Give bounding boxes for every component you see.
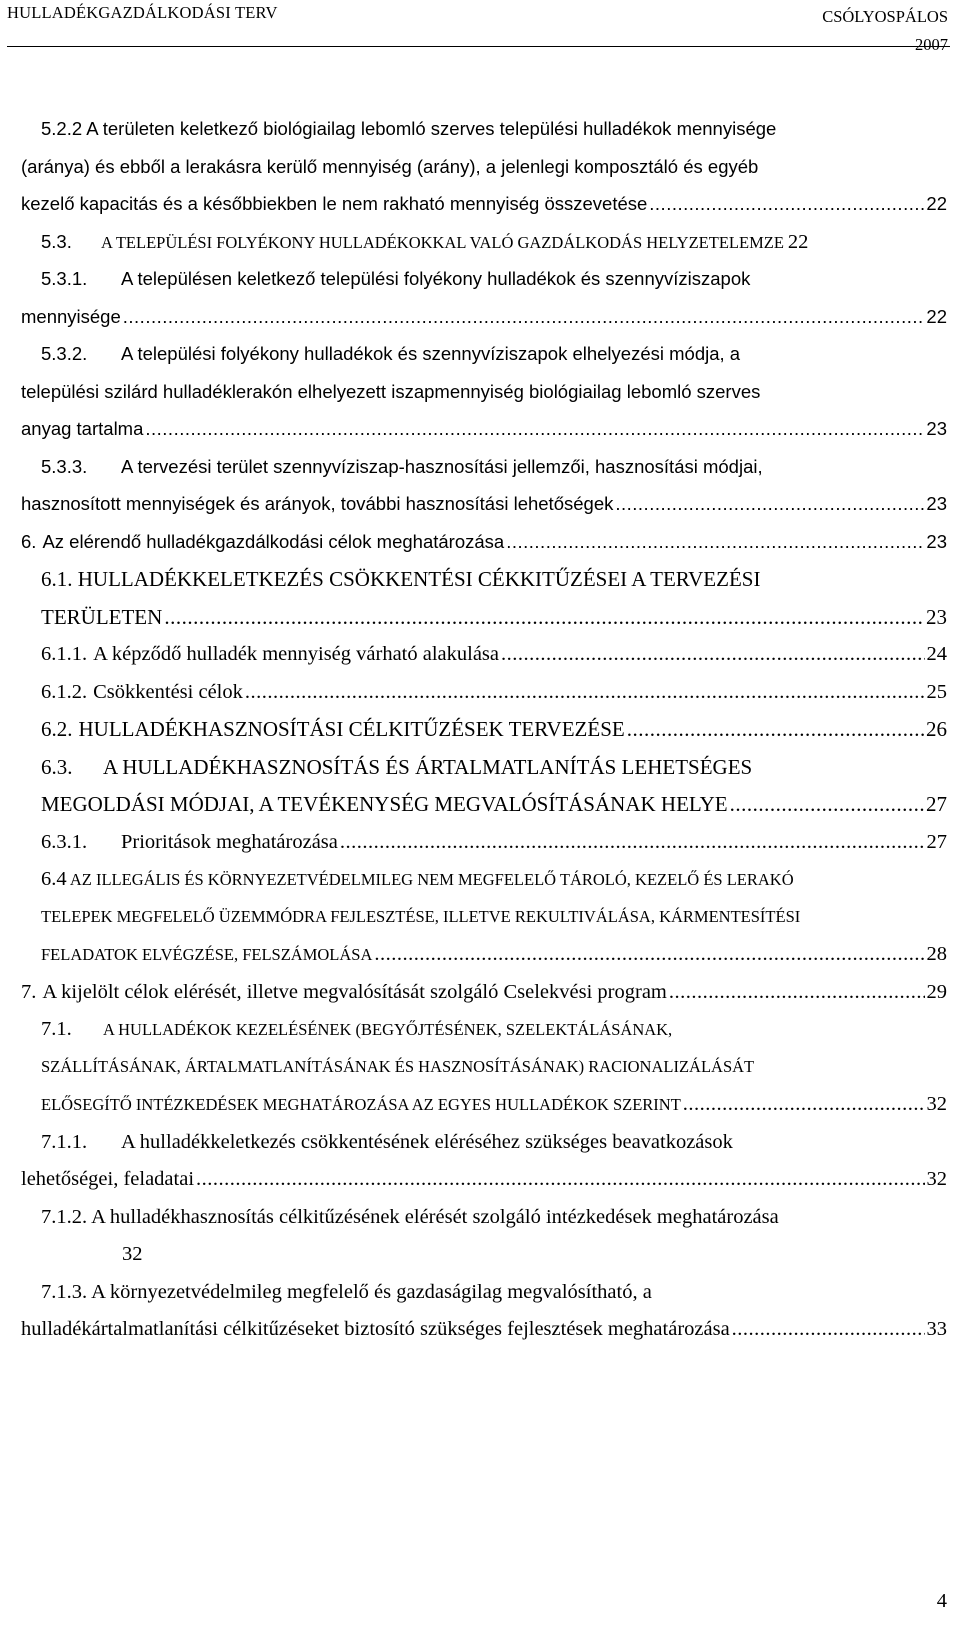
toc-entry-text: A hulladékkeletkezés csökkentésének eléréséhez szükséges beavatkozások [121,1131,733,1153]
toc-entry-number: 6.4 [41,868,67,890]
toc-entry-text: hasznosított mennyiségek és arányok, további hasznosítási lehetőségek [21,493,614,514]
toc-entry-text: lehetőségei, feladatai [21,1168,195,1190]
toc-leader-dots [145,416,924,442]
toc-entry-5-3-2-line2: települési szilárd hulladéklerakón elhelyezett iszapmennyiség biológiailag lebomló szerves [21,381,761,402]
toc-entry-text: hulladékártalmatlanítási célkitűzéseket biztosító szükséges fejlesztések meghatározása [21,1318,730,1340]
toc-entry-7-1-1[interactable] [21,1166,947,1192]
toc-entry-number: 6.1.1. [41,643,88,665]
toc-entry-6-3-1[interactable] [41,829,947,855]
toc-leader-dots [669,979,925,1005]
running-header-year: 2007 [915,35,948,54]
toc-page-number: 27 [926,831,947,853]
toc-entry-text: A településen keletkező települési folyékony hulladékok és szennyvíziszapok [121,268,751,289]
toc-entry-6-1-2[interactable] [41,679,947,705]
toc-entry-text: A HULLADÉKHASZNOSÍTÁS ÉS ÁRTALMATLANÍTÁS LEHETSÉGES [103,755,753,779]
toc-entry-5-3-3[interactable] [21,491,947,517]
toc-entry-5-2-2-line2: (aránya) és ebből a lerakásra kerülő mennyiség (arány), a jelenlegi komposztáló és egyéb [21,156,759,177]
toc-entry-number: 7. [21,981,37,1003]
toc-entry-text: kezelő kapacitás és a későbbiekben le nem rakható mennyiség összevetése [21,193,648,214]
toc-entry-number: 7.1. [41,1018,72,1040]
toc-page-number: 23 [926,531,947,552]
toc-entry-7-1-3[interactable] [21,1316,947,1342]
toc-entry-6[interactable] [21,529,947,555]
toc-leader-dots [245,679,925,705]
toc-entry-number: 5.3. [41,231,72,252]
running-header-right [822,3,948,59]
toc-entry-text: A települési folyékony hulladékok és szennyvíziszapok elhelyezési módja, a [121,343,741,364]
toc-entry-text: A képződő hulladék mennyiség várható alakulása [93,643,500,665]
toc-entry-number: 6. [21,531,37,552]
toc-entry-6-1[interactable] [41,604,947,630]
toc-entry-text: ELŐSEGÍTŐ INTÉZKEDÉSEK MEGHATÁROZÁSA AZ EGYES HULLADÉKOK SZERINT [41,1095,681,1114]
toc-entry-text: mennyisége [21,306,121,327]
toc-entry-text: FELADATOK ELVÉGZÉSE, FELSZÁMOLÁSA [41,945,373,964]
toc-entry-7[interactable] [21,979,947,1005]
toc-leader-dots [615,491,924,517]
toc-leader-dots [164,604,924,630]
toc-entry-5-3[interactable] [41,229,947,256]
toc-entry-number: 6.1. [41,567,73,591]
toc-page-number: 27 [926,792,947,816]
toc-page-number: 24 [926,643,947,665]
toc-entry-5-3-3-line1 [41,454,763,480]
toc-entry-6-3[interactable] [41,791,947,817]
toc-entry-7-1-2-line1[interactable] [41,1204,779,1230]
toc-entry-text: anyag tartalma [21,418,144,439]
toc-entry-number: 6.3. [41,755,73,779]
toc-entry-number: 6.1.2. [41,681,88,703]
toc-entry-text: Csökkentési célok [93,681,243,703]
toc-entry-text: TERÜLETEN [41,605,163,629]
running-header-title: HULLADÉKGAZDÁLKODÁSI TERV [7,3,278,22]
toc-leader-dots [627,716,924,742]
toc-entry-text: HULLADÉKKELETKEZÉS CSÖKKENTÉSI CÉKKITŰZÉSEI A TERVEZÉSI [77,567,761,591]
toc-entry-text: A HULLADÉKOK KEZELÉSÉNEK (BEGYŐJTÉSÉNEK, SZELEKTÁLÁSÁNAK, [103,1020,673,1039]
toc-entry-text: MEGOLDÁSI MÓDJAI, A TEVÉKENYSÉG MEGVALÓSÍTÁSÁNAK HELYE [41,792,728,816]
toc-page-number: 22 [787,231,809,253]
toc-page-number: 23 [926,418,947,439]
toc-entry-text: AZ ILLEGÁLIS ÉS KÖRNYEZETVÉDELMILEG NEM MEGFELELŐ TÁROLÓ, KEZELŐ ÉS LERAKÓ [69,870,794,889]
toc-entry-5-3-1[interactable] [21,304,947,330]
toc-entry-6-1-line1 [41,566,760,592]
toc-entry-text: A hulladékhasznosítás célkitűzésének elérését szolgáló intézkedések meghatározása [91,1206,779,1228]
toc-entry-number: 7.1.2. [41,1206,88,1228]
toc-entry-5-3-1-line1 [41,266,750,292]
toc-leader-dots [732,1316,925,1342]
page-number: 4 [936,1590,947,1612]
toc-entry-number: 6.2. [41,717,73,741]
toc-entry-number: 6.3.1. [41,831,88,853]
toc-leader-dots [649,191,924,217]
toc-entry-5-3-2-line1 [41,341,740,367]
toc-entry-5-3-2[interactable] [21,416,947,442]
toc-entry-number: 5.3.3. [41,456,88,477]
toc-leader-dots [683,1091,925,1117]
toc-leader-dots [123,304,925,330]
toc-page-number: 29 [926,981,947,1003]
toc-page-number: 26 [926,717,947,741]
toc-page-number: 28 [926,943,947,965]
toc-leader-dots [730,791,924,817]
toc-page-number: 22 [926,306,947,327]
toc-page-number: 23 [926,605,947,629]
header-divider [7,46,950,47]
toc-leader-dots [340,829,925,855]
toc-entry-text: A kijelölt célok elérését, illetve megvalósítását szolgáló Cselekvési program [42,981,667,1003]
toc-entry-6-3-line1 [41,754,752,780]
running-header-location: CSÓLYOSPÁLOS [822,7,948,26]
toc-entry-7-1-line2: SZÁLLÍTÁSÁNAK, ÁRTALMATLANÍTÁSÁNAK ÉS HASZNOSÍTÁSÁNAK) RACIONALIZÁLÁSÁT [41,1057,755,1076]
toc-leader-dots [501,641,924,667]
toc-page-number: 23 [926,493,947,514]
toc-entry-7-1[interactable] [41,1091,947,1118]
toc-entry-6-2[interactable] [41,716,947,742]
toc-entry-7-1-line1 [41,1016,672,1043]
toc-entry-6-4[interactable] [41,941,947,968]
toc-page-number: 32 [926,1093,947,1115]
toc-entry-6-1-1[interactable] [41,641,947,667]
toc-entry-number: 5.3.2. [41,343,88,364]
toc-entry-text: A TELEPÜLÉSI FOLYÉKONY HULLADÉKOKKAL VALÓ GAZDÁLKODÁS HELYZETELEMZE [101,233,784,252]
toc-page-number: 25 [926,681,947,703]
toc-page-number: 32 [926,1168,947,1190]
toc-entry-text: A környezetvédelmileg megfelelő és gazdaságilag megvalósítható, a [91,1281,652,1303]
toc-entry-5-2-2[interactable] [21,191,947,217]
toc-entry-text: Prioritások meghatározása [121,831,338,853]
toc-page-number: 32 [122,1243,143,1265]
toc-entry-number: 7.1.3. [41,1281,88,1303]
toc-leader-dots [506,529,924,555]
toc-entry-text: A tervezési terület szennyvíziszap-hasznosítási jellemzői, hasznosítási módjai, [121,456,763,477]
toc-entry-5-2-2-line1: 5.2.2 A területen keletkező biológiailag lebomló szerves települési hulladékok mennyisége [41,118,777,139]
toc-entry-number: 5.3.1. [41,268,88,289]
toc-entry-6-4-line1 [41,866,794,893]
toc-entry-number: 7.1.1. [41,1131,88,1153]
toc-page-number: 22 [926,193,947,214]
toc-entry-7-1-1-line1 [41,1129,733,1155]
toc-entry-text: Az elérendő hulladékgazdálkodási célok meghatározása [42,531,505,552]
toc-entry-text: HULLADÉKHASZNOSÍTÁSI CÉLKITŰZÉSEK TERVEZÉSE [78,717,625,741]
toc-leader-dots [196,1166,924,1192]
toc-entry-7-1-3-line1 [41,1279,652,1305]
toc-leader-dots [374,941,924,967]
toc-entry-6-4-line2: TELEPEK MEGFELELŐ ÜZEMMÓDRA FEJLESZTÉSE, ILLETVE REKULTIVÁLÁSA, KÁRMENTESÍTÉSI [41,907,801,926]
toc-page-number: 33 [926,1318,947,1340]
